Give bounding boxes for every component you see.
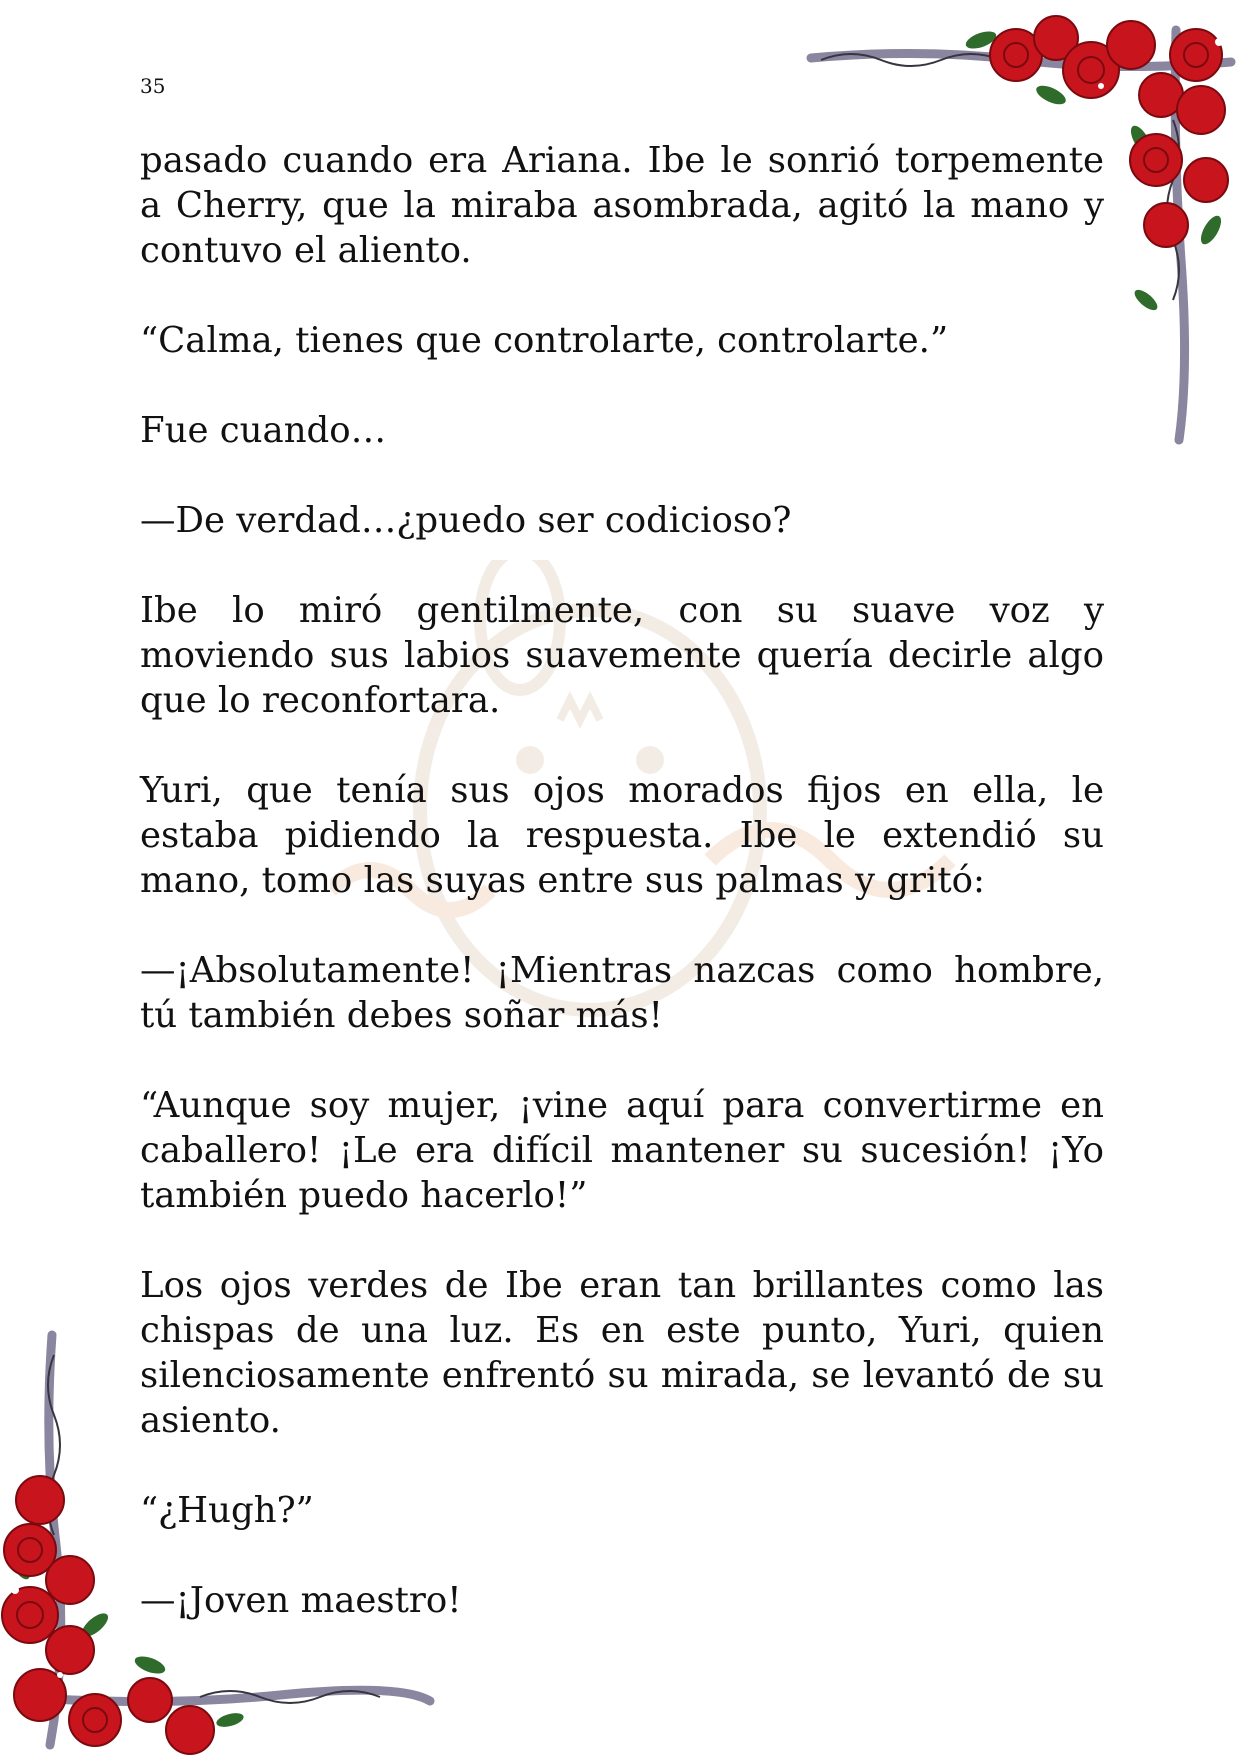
- paragraph: Fue cuando…: [140, 410, 387, 451]
- body-text: [140, 138, 1104, 1623]
- paragraph: “Aunque soy mujer, ¡vine aquí para convertirme en caballero! ¡Le era difícil mantener su sucesión! ¡Yo también puedo hacerlo!”: [140, 1085, 1104, 1216]
- paragraph: —De verdad…¿puedo ser codicioso?: [140, 500, 792, 541]
- paragraph: pasado cuando era Ariana. Ibe le sonrió torpemente a Cherry, que la miraba asombrada, agitó la mano y contuvo el aliento.: [140, 140, 1104, 271]
- paragraph: Yuri, que tenía sus ojos morados fijos en ella, le estaba pidiendo la respuesta. Ibe le extendió su mano, tomo las suyas entre sus palmas y gritó:: [140, 770, 1104, 901]
- page-number: 35: [140, 74, 166, 98]
- paragraph: —¡Absolutamente! ¡Mientras nazcas como hombre, tú también debes soñar más!: [140, 950, 1104, 1036]
- paragraph: “Calma, tienes que controlarte, controlarte.”: [140, 320, 949, 361]
- paragraph: “¿Hugh?”: [140, 1490, 314, 1531]
- paragraph: Ibe lo miró gentilmente, con su suave voz y moviendo sus labios suavemente quería decirle algo que lo reconfortara.: [140, 590, 1104, 721]
- paragraph: —¡Joven maestro!: [140, 1580, 462, 1621]
- paragraph: Los ojos verdes de Ibe eran tan brillantes como las chispas de una luz. Es en este punto, Yuri, quien silenciosamente enfrentó su mirada, se levantó de su asiento.: [140, 1265, 1104, 1441]
